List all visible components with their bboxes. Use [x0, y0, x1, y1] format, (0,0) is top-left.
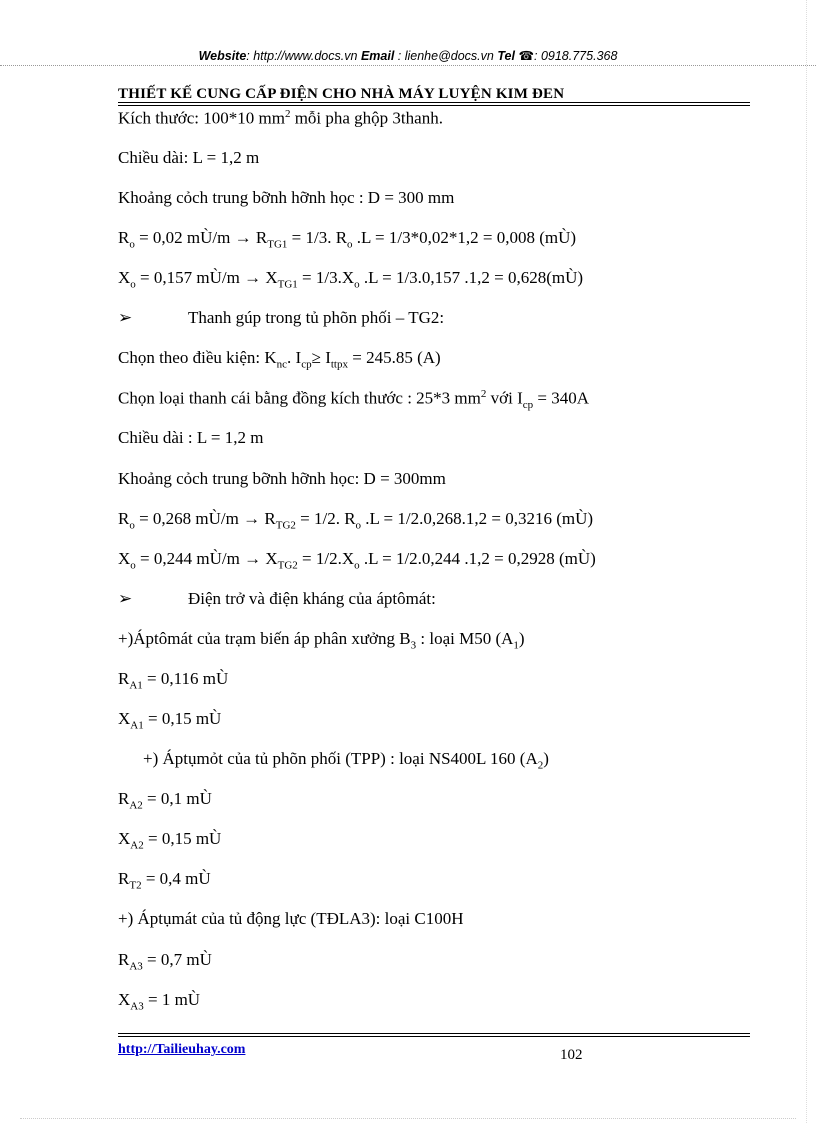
page-edge-right: [806, 0, 807, 1123]
bullet-item: ➢ Thanh gúp trong tủ phõn phối – TG2:: [118, 308, 445, 327]
formula-line: $R_{A1} = 0,116$ mÙ: [118, 669, 229, 692]
formula-line: $X_{A2} = 0,15$ mÙ: [118, 829, 222, 852]
footer-rule-bottom: [118, 1036, 750, 1037]
title-rule-top: [118, 102, 750, 103]
arrow-bullet-icon: ➢: [118, 589, 133, 608]
text-line: Chiều dài : L = 1,2 m: [118, 428, 264, 447]
formula-line: $R_o = 0,02$ mÙ/m → $R_{TG1} = 1/3$. $R_o$ .L = 1/3*0,02*1,2 = 0,008 (mÙ): [118, 228, 577, 251]
formula-line: $X_o = 0,244$ mÙ/m → $X_{TG2} = 1/2.X_o$ .L = 1/2.0,244 .1,2 = 0,2928 (mÙ): [118, 549, 596, 572]
text-line: +) Áptụmát của tủ động lực (TĐLA3): loại C100H: [118, 909, 464, 928]
formula-line: $X_{A1} = 0,15$ mÙ: [118, 709, 222, 732]
text-line: Khoảng cỏch trung bỡnh hỡnh học: D = 300mm: [118, 469, 446, 488]
website-label: Website: [198, 49, 247, 63]
formula-line: $R_{A3} = 0,7$ mÙ: [118, 950, 212, 973]
formula-line: +) Áptụmỏt của tủ phõn phối (TPP) : loại NS400L 160 $(A_2)$: [143, 749, 549, 772]
formula-line: $X_o = 0,157$ mÙ/m → $X_{TG1} = 1/3.X_o$ .L = 1/3.0,157 .1,2 = 0,628(mÙ): [118, 268, 584, 291]
header-divider: [0, 65, 816, 66]
formula-line: Chọn loại thanh cái bằng đồng kích thước : 25*3 $mm^2$ với $I_{cp} = 340A$: [118, 388, 590, 412]
formula-line: $R_{A2} = 0,1$ mÙ: [118, 789, 212, 812]
tel-label: Tel: [497, 49, 515, 63]
document-title: THIẾT KẾ CUNG CẤP ĐIỆN CHO NHÀ MÁY LUYỆN KIM ĐEN: [118, 86, 565, 102]
page-number: 102: [560, 1047, 583, 1063]
title-rule-bottom: [118, 105, 750, 106]
page-edge-bottom: [20, 1118, 796, 1119]
email-value[interactable]: : lienhe@docs.vn: [397, 49, 494, 63]
formula-line: Chọn theo điều kiện: $K_{nc}$. $I_{cp}\ge I_{ttpx} = 245.85$ (A): [118, 348, 441, 371]
arrow-bullet-icon: ➢: [118, 308, 133, 327]
text-line: Chiều dài: L = 1,2 m: [118, 148, 260, 167]
site-header: [0, 48, 816, 63]
formula-line: $X_{A3} = 1$ mÙ: [118, 990, 201, 1013]
formula-line: $R_o = 0,268$ mÙ/m → $R_{TG2} = 1/2$. $R_o$ .L = 1/2.0,268.1,2 = 0,3216 (mÙ): [118, 509, 594, 532]
bullet-item: ➢ Điện trở và điện kháng của áptômát:: [118, 589, 436, 608]
formula-line: $R_{T2} = 0,4$ mÙ: [118, 869, 211, 892]
footer-rule-top: [118, 1033, 750, 1034]
tel-value: ☎: 0918.775.368: [518, 49, 618, 63]
footer-link[interactable]: http://Tailieuhay.com: [118, 1042, 246, 1057]
text-line: Kích thước: 100*10 $mm^2$ mỗi pha ghộp 3thanh.: [118, 108, 443, 128]
email-label: Email: [360, 49, 395, 63]
formula-line: +)Áptômát của trạm biến áp phân xưởng $B_3$ : loại M50 $(A_1)$: [118, 629, 525, 652]
website-value[interactable]: : http://www.docs.vn: [246, 49, 358, 63]
text-line: Khoảng cỏch trung bỡnh hỡnh học : D = 300 mm: [118, 188, 455, 207]
